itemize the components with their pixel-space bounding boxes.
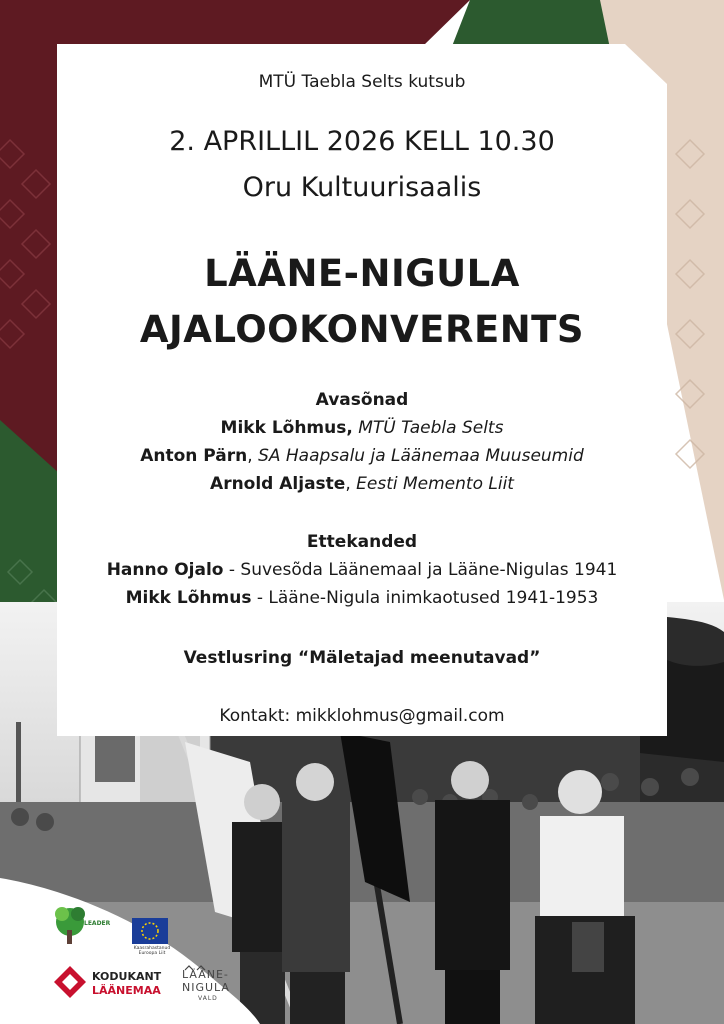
opening-speaker bbox=[57, 418, 667, 438]
laane-label-3: VALD bbox=[198, 995, 218, 1002]
speaker-affiliation: Eesti Memento Liit bbox=[356, 474, 514, 494]
contact-line: Kontakt: mikklohmus@gmail.com bbox=[219, 706, 505, 726]
talk-topic: Lääne-Nigula inimkaotused 1941-1953 bbox=[268, 588, 599, 608]
event-date-time: 2. APRILLIL 2026 KELL 10.30 bbox=[169, 126, 555, 157]
speaker-affiliation: SA Haapsalu ja Läänemaa Muuseumid bbox=[258, 446, 584, 466]
panel-discussion: Vestlusring “Mäletajad meenutavad” bbox=[183, 648, 541, 668]
title-line-1: LÄÄNE-NIGULA bbox=[204, 252, 520, 295]
talks-heading: Ettekanded bbox=[306, 532, 418, 552]
laane-label-1: LÄÄNE- bbox=[182, 968, 229, 981]
talk-speaker: Hanno Ojalo bbox=[106, 560, 224, 580]
eu-caption: Kaasrahastanud Euroopa Liit bbox=[133, 946, 171, 956]
opening-speaker: Anton Pärn, SA Haapsalu ja Läänemaa Muuseumid bbox=[140, 446, 584, 466]
talk-topic: Suvesõda Läänemaal ja Lääne-Nigulas 1941 bbox=[240, 560, 618, 580]
kodukant-label-2: LÄÄNEMAA bbox=[92, 984, 161, 997]
title-line-2: AJALOOKONVERENTS bbox=[139, 308, 585, 351]
event-title bbox=[57, 246, 667, 358]
event-venue: Oru Kultuurisaalis bbox=[242, 172, 482, 203]
talk-speaker: Mikk Lõhmus bbox=[125, 588, 252, 608]
eu-flag-logo bbox=[132, 918, 168, 944]
speaker-name: Mikk Lõhmus, bbox=[220, 418, 353, 438]
kodukant-label-1: KODUKANT bbox=[92, 970, 162, 983]
opening-heading: Avasõnad bbox=[315, 390, 409, 410]
speaker-name: Arnold Aljaste bbox=[210, 474, 346, 494]
leader-label: LEADER bbox=[84, 920, 111, 927]
speaker-name: Anton Pärn bbox=[140, 446, 248, 466]
talk-item: Hanno Ojalo - Suvesõda Läänemaal ja Lääne-Nigulas 1941 bbox=[106, 560, 618, 580]
organizer-line: MTÜ Taebla Selts kutsub bbox=[258, 72, 466, 92]
opening-speaker: Arnold Aljaste, Eesti Memento Liit bbox=[210, 474, 514, 494]
speaker-affiliation: MTÜ Taebla Selts bbox=[358, 418, 504, 438]
laane-label-2: NIGULA bbox=[182, 981, 230, 994]
talk-item: Mikk Lõhmus - Lääne-Nigula inimkaotused 1941-1953 bbox=[125, 588, 599, 608]
